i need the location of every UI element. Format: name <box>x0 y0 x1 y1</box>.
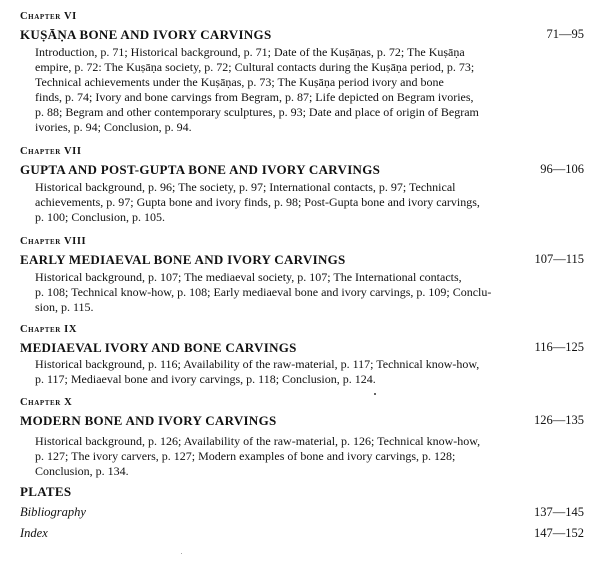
chapter-7-entry-line: p. 100; Conclusion, p. 105. <box>35 210 166 224</box>
chapter-7-label: Chapter VII <box>20 146 82 157</box>
chapter-10-label: Chapter X <box>20 397 73 408</box>
chapter-8-pages: 107—115 <box>534 252 584 266</box>
index-title[interactable]: Index <box>20 526 48 540</box>
chapter-10-entry-line: p. 127; The ivory carvers, p. 127; Modern examples of bone and ivory carvings, p. 128; <box>35 449 456 463</box>
chapter-8-entry-line: sion, p. 115. <box>35 300 94 314</box>
chapter-8-entry-line: Historical background, p. 107; The mediaeval society, p. 107; The International contacts, <box>35 270 462 284</box>
chapter-6-entry-line: p. 88; Begram and other contemporary sculptures, p. 93; Date and place of origin of Begram <box>35 105 479 119</box>
chapter-9-pages: 116—125 <box>534 340 584 354</box>
bibliography-pages: 137—145 <box>534 505 584 519</box>
bibliography-title[interactable]: Bibliography <box>20 505 86 519</box>
chapter-6-pages: 71—95 <box>546 27 584 41</box>
chapter-9-entry-line: Historical background, p. 116; Availability of the raw-material, p. 117; Technical know-how, <box>35 357 480 371</box>
chapter-8-entry-line: p. 108; Technical know-how, p. 108; Early mediaeval bone and ivory carvings, p. 109; Conclu- <box>35 285 492 299</box>
chapter-7-entry-line: Historical background, p. 96; The society, p. 97; International contacts, p. 97; Technical <box>35 180 456 194</box>
chapter-6-entry-line: empire, p. 72: The Kuṣāṇa society, p. 72; Cultural contacts during the Kuṣāṇa period, p. 73; <box>35 60 475 74</box>
scan-speck <box>374 393 376 395</box>
chapter-7-entry-line: achievements, p. 97; Gupta bone and ivory finds, p. 98; Post-Gupta bone and ivory carvings, <box>35 195 480 209</box>
chapter-7-pages: 96—106 <box>540 162 584 176</box>
index-pages: 147—152 <box>534 526 584 540</box>
chapter-10-title[interactable]: MODERN BONE AND IVORY CARVINGS <box>20 413 277 428</box>
chapter-10-pages: 126—135 <box>534 413 584 427</box>
chapter-6-title[interactable]: KUṢĀṆA BONE AND IVORY CARVINGS <box>20 27 272 42</box>
chapter-10-entry-line: Historical background, p. 126; Availability of the raw-material, p. 126; Technical know-how, <box>35 434 481 448</box>
chapter-6-entry-line: finds, p. 74; Ivory and bone carvings from Begram, p. 87; Life depicted on Begram ivories, <box>35 90 474 104</box>
chapter-9-title[interactable]: MEDIAEVAL IVORY AND BONE CARVINGS <box>20 340 297 355</box>
chapter-9-label: Chapter IX <box>20 324 78 335</box>
scan-speck <box>181 553 182 554</box>
plates-heading[interactable]: PLATES <box>20 484 72 499</box>
chapter-6-entry-line: Technical achievements under the Kuṣāṇas, p. 73; The Kuṣāṇa period ivory and bone <box>35 75 444 89</box>
chapter-6-label: Chapter VI <box>20 11 77 22</box>
chapter-6-entry-line: Introduction, p. 71; Historical background, p. 71; Date of the Kuṣāṇas, p. 72; The Kuṣāṇa <box>35 45 465 59</box>
chapter-7-title[interactable]: GUPTA AND POST-GUPTA BONE AND IVORY CARVINGS <box>20 162 381 177</box>
chapter-10-entry-line: Conclusion, p. 134. <box>35 464 129 478</box>
chapter-6-entry-line: ivories, p. 94; Conclusion, p. 94. <box>35 120 192 134</box>
chapter-8-title[interactable]: EARLY MEDIAEVAL BONE AND IVORY CARVINGS <box>20 252 346 267</box>
chapter-8-label: Chapter VIII <box>20 236 87 247</box>
chapter-9-entry-line: p. 117; Mediaeval bone and ivory carvings, p. 118; Conclusion, p. 124. <box>35 372 376 386</box>
